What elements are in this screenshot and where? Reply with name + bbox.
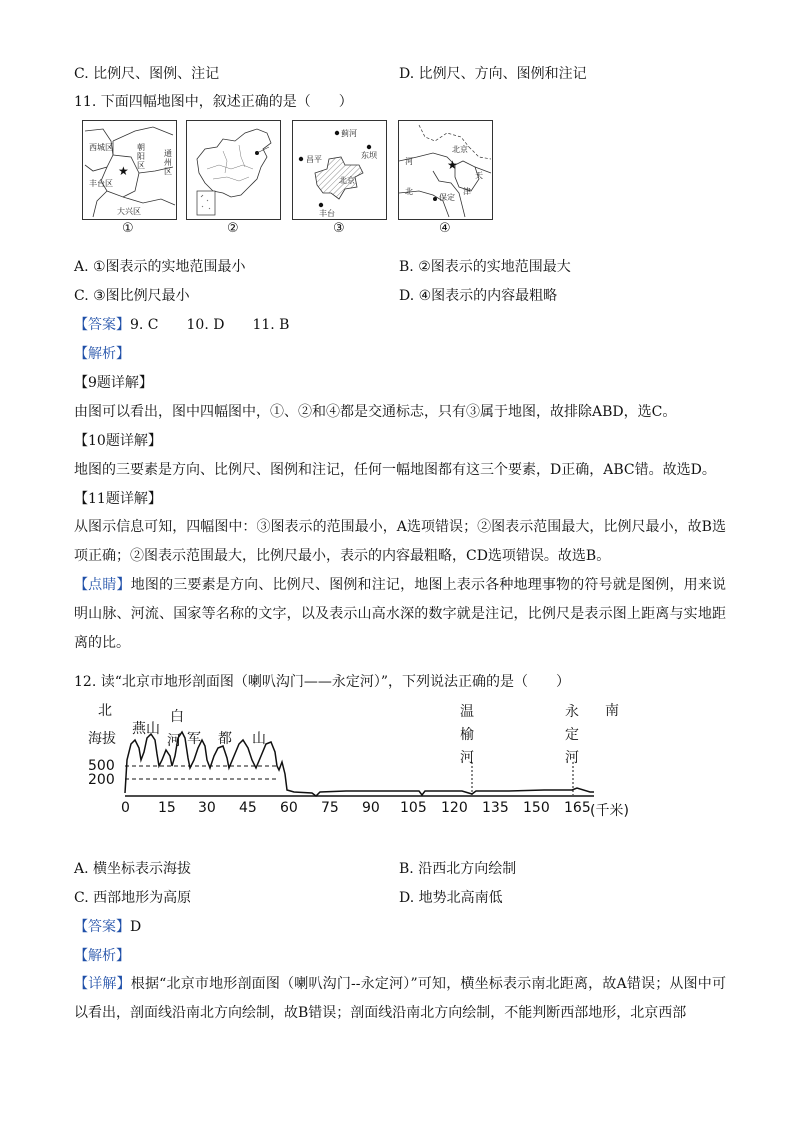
elevation-label: 海拔 (88, 731, 116, 747)
map1-label: 丰台区 (89, 179, 113, 188)
map1-label: 大兴区 (117, 207, 141, 216)
jundu-label-1: 军 (187, 731, 201, 747)
map4-label: 河 (405, 157, 413, 166)
jundu-label-3: 山 (252, 731, 266, 747)
tip-block (74, 571, 726, 658)
x-tick: 150 (523, 800, 550, 816)
terrain-profile-figure (84, 700, 644, 822)
wenyu-label-3: 河 (460, 750, 474, 766)
x-tick: 45 (239, 800, 257, 816)
answer-block-2 (74, 917, 141, 937)
x-tick: 15 (158, 800, 176, 816)
tip-text: 地图的三要素是方向、比例尺、图例和注记，地图上表示各种地理事物的符号就是图例，用来说明山脉、河流、国家等名称的文字，以及表示山高水深的数字就是注记，比例尺是表示图上距离与实地距离的比。 (74, 577, 727, 651)
q12-option-c: C. 西部地形为高原 (74, 890, 192, 906)
map3-number: ③ (333, 221, 345, 236)
yongding-label-2: 定 (565, 727, 579, 743)
map4-label: 北 (405, 187, 413, 196)
q12-option-d: D. 地势北高南低 (399, 890, 503, 906)
map3-label: 丰台 (319, 209, 335, 218)
x-tick: 105 (400, 800, 427, 816)
x-tick: 165 (564, 800, 591, 816)
q12-option-a: A. 横坐标表示海拔 (74, 861, 192, 877)
map1-label: 通州区 (164, 149, 172, 176)
q11-detail-heading: 【11题详解】 (74, 491, 162, 507)
answer-label: 【答案】 (74, 919, 130, 935)
wenyu-label-2: 榆 (460, 727, 474, 743)
q11-option-c: C. ③图比例尺最小 (74, 288, 190, 304)
q12-detail-block (74, 970, 726, 1028)
north-label: 北 (98, 703, 112, 719)
answer-block-1 (74, 315, 289, 335)
map3-label: 昌平 (306, 155, 322, 164)
x-tick: 75 (321, 800, 339, 816)
answer-text: D (130, 919, 142, 935)
map-3-beijing-city (292, 120, 387, 220)
map1-label: 朝阳区 (137, 143, 145, 170)
yanshan-label: 燕山 (132, 721, 160, 737)
map3-label: 东坝 (361, 151, 377, 160)
q11-detail-text: 从图示信息可知，四幅图中：③图表示的范围最小，A选项错误；②图表示范围最大，比例尺最小，故B选项正确；②图表示范围最大，比例尺最小，表示的内容最粗略，CD选项错误。故选B。 (74, 519, 726, 564)
x-tick: 135 (482, 800, 509, 816)
map2-number: ② (227, 221, 239, 236)
answer-text: 9. C 10. D 11. B (130, 317, 290, 333)
q10-detail-text: 地图的三要素是方向、比例尺、图例和注记，任何一幅地图都有这三个要素，D正确，ABC错。故选D。 (74, 462, 716, 478)
detail-label: 【详解】 (74, 976, 131, 992)
star-icon: ★ (118, 164, 129, 178)
map4-label: 北京 (452, 145, 468, 154)
tip-label: 【点睛】 (74, 577, 131, 593)
baihe-label-2: 河 (167, 733, 181, 749)
y-tick-500: 500 (88, 758, 115, 774)
map1-number: ① (122, 221, 134, 236)
map3-label: 蓟河 (341, 129, 357, 138)
q9-detail-text: 由图可以看出，图中四幅图中，①、②和④都是交通标志，只有③属于地图，故排除ABD，选C。 (74, 404, 677, 420)
x-axis-unit: (千米) (590, 803, 629, 819)
y-tick-200: 200 (88, 772, 115, 788)
x-tick: 0 (121, 800, 130, 816)
map4-label: 津 (463, 187, 471, 196)
q11-stem: 11. 下面四幅地图中，叙述正确的是（ ） (74, 94, 353, 110)
x-tick: 60 (280, 800, 298, 816)
q11-option-d: D. ④图表示的内容最粗略 (399, 288, 558, 304)
map-2-china (186, 120, 281, 220)
answer-label: 【答案】 (74, 317, 130, 333)
q9-detail-heading: 【9题详解】 (74, 375, 153, 391)
baihe-label-1: 白 (170, 709, 184, 725)
q10-detail-heading: 【10题详解】 (74, 433, 162, 449)
q11-option-b: B. ②图表示的实地范围最大 (399, 259, 571, 275)
south-label: 南 (605, 703, 619, 719)
map4-label: 天 (475, 171, 483, 180)
x-tick: 90 (362, 800, 380, 816)
yongding-label-3: 河 (565, 750, 579, 766)
map-1-districts (82, 120, 177, 220)
yongding-label-1: 永 (565, 704, 579, 720)
map4-label: 保定 (439, 193, 455, 202)
detail-text: 根据“北京市地形剖面图（喇叭沟门--永定河）”可知，横坐标表示南北距离，故A错误；从图中可以看出，剖面线沿南北方向绘制，故B错误；剖面线沿南北方向绘制，不能判断西部地形，北京西部 (74, 976, 726, 1021)
map3-label: 北京 (339, 176, 355, 185)
map4-number: ④ (439, 221, 451, 236)
wenyu-label-1: 温 (460, 704, 474, 720)
map1-label: 西城区 (89, 143, 113, 152)
q10-option-c: C. 比例尺、图例、注记 (74, 66, 220, 82)
x-tick: 30 (198, 800, 216, 816)
analysis-label: 【解析】 (74, 346, 130, 362)
q10-option-d: D. 比例尺、方向、图例和注记 (399, 66, 587, 82)
analysis-label: 【解析】 (74, 948, 130, 964)
q11-option-a: A. ①图表示的实地范围最小 (74, 259, 246, 275)
star-icon: ★ (447, 158, 458, 172)
q12-option-b: B. 沿西北方向绘制 (399, 861, 517, 877)
jundu-label-2: 都 (218, 731, 232, 747)
map-4-region (398, 120, 493, 220)
q12-stem: 12. 读“北京市地形剖面图（喇叭沟门——永定河）”，下列说法正确的是（ ） (74, 674, 571, 690)
x-tick: 120 (441, 800, 468, 816)
